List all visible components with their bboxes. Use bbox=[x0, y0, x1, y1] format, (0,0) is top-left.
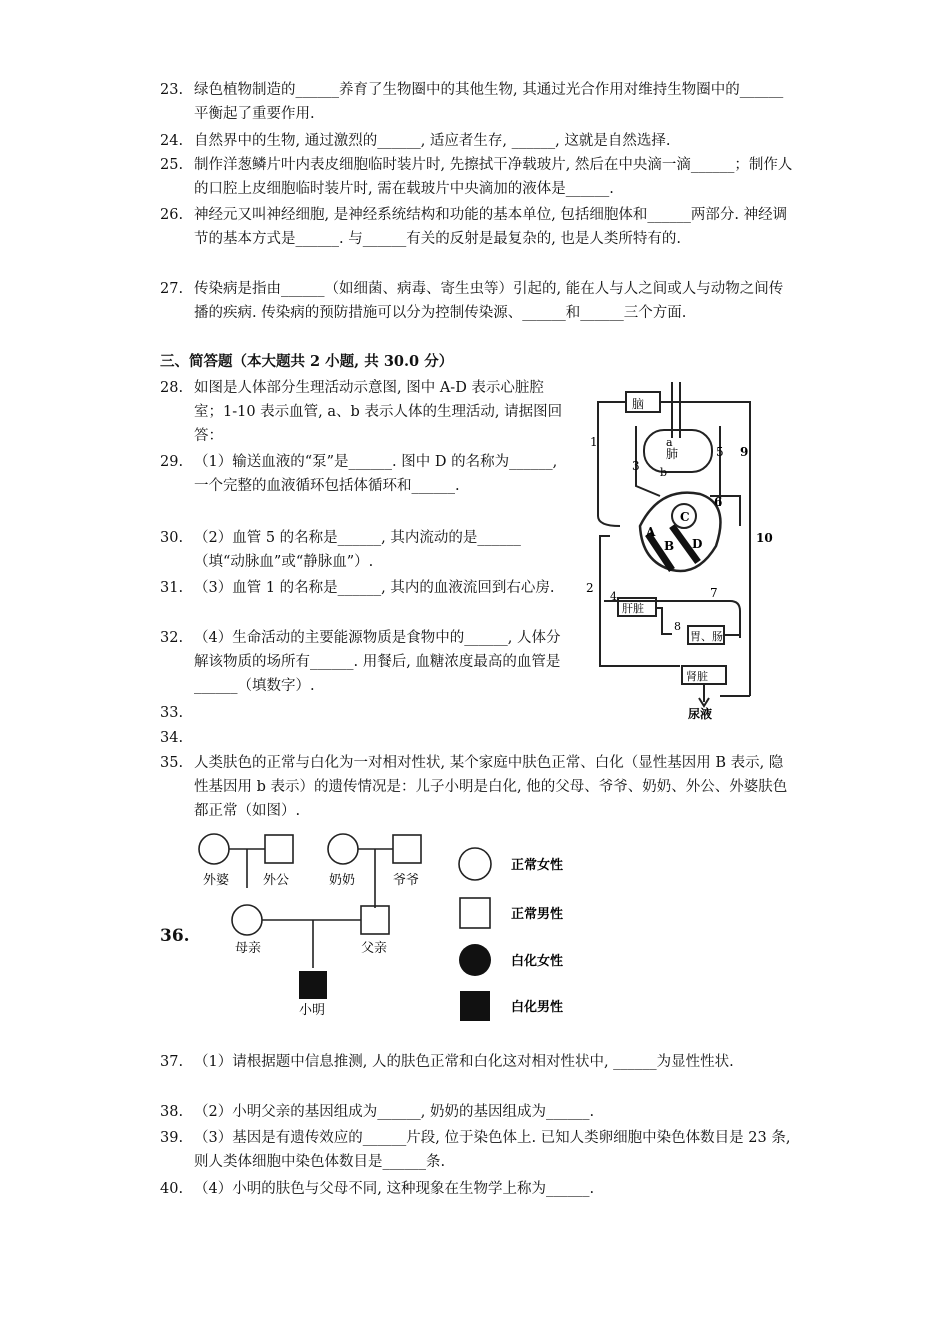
circulation-diagram bbox=[580, 376, 790, 721]
label-chamber-a: A bbox=[646, 525, 656, 539]
legend-normal-female: 正常女性 bbox=[511, 858, 564, 873]
label-vessel-9: 9 bbox=[740, 445, 749, 459]
question-text: 如图是人体部分生理活动示意图, 图中 A-D 表示心脏腔室；1-10 表示血管, a、b 表示人体的生理活动, 请据图回答： bbox=[194, 380, 563, 444]
question-number: 29. bbox=[160, 454, 184, 470]
label-vessel-8: 8 bbox=[674, 620, 681, 633]
legend-normal-female-symbol bbox=[459, 848, 491, 880]
question-number: 40. bbox=[160, 1181, 184, 1197]
question-number: 37. bbox=[160, 1054, 184, 1070]
label-kidney: 肾脏 bbox=[686, 670, 708, 683]
label-activity-b: b bbox=[660, 466, 668, 479]
question-text: （2）小明父亲的基因组成为______, 奶奶的基因组成为______. bbox=[194, 1104, 595, 1120]
label-nainai: 奶奶 bbox=[329, 873, 356, 888]
question-text: 人类肤色的正常与白化为一对相对性状, 某个家庭中肤色正常、白化（显性基因用 B 表示, 隐性基因用 b 表示）的遗传情况是：儿子小明是白化, 他的父母、爷爷、奶奶、外公、外婆肤色都正常（如图）. bbox=[194, 755, 788, 819]
label-waigong: 外公 bbox=[263, 873, 290, 888]
label-vessel-1: 1 bbox=[590, 435, 598, 449]
nainai-symbol bbox=[328, 834, 358, 864]
question-text: （1）请根据题中信息推测, 人的肤色正常和白化这对相对性状中, ______为显性性状. bbox=[194, 1054, 734, 1070]
question-number: 39. bbox=[160, 1130, 184, 1146]
label-chamber-b: B bbox=[664, 539, 675, 553]
question-number: 30. bbox=[160, 530, 184, 546]
label-vessel-3: 3 bbox=[632, 459, 640, 473]
waigong-symbol bbox=[265, 835, 293, 863]
question-text: 神经元又叫神经细胞, 是神经系统结构和功能的基本单位, 包括细胞体和______两部分. 神经调节的基本方式是______. 与______有关的反射是最复杂的, 也是人类所特有的. bbox=[194, 207, 788, 247]
question-number: 28. bbox=[160, 380, 184, 396]
question-text: （4）生命活动的主要能源物质是食物中的______, 人体分解该物质的场所有______. 用餐后, 血糖浓度最高的血管是______（填数字）. bbox=[194, 630, 561, 694]
label-waipo: 外婆 bbox=[203, 873, 230, 888]
section-heading: 三、简答题（本大题共 2 小题, 共 30.0 分） bbox=[160, 353, 454, 370]
question-text: 自然界中的生物, 通过激烈的______, 适应者生存, ______, 这就是自然选择. bbox=[194, 133, 671, 149]
label-brain: 脑 bbox=[632, 397, 645, 411]
label-yeye: 爷爷 bbox=[393, 873, 420, 888]
label-liver: 肝脏 bbox=[622, 602, 644, 615]
question-number: 26. bbox=[160, 207, 184, 223]
label-father: 父亲 bbox=[361, 941, 388, 956]
legend-normal-male: 正常男性 bbox=[511, 907, 564, 922]
question-text: 传染病是指由______（如细菌、病毒、寄生虫等）引起的, 能在人与人之间或人与动物之间传播的疾病. 传染病的预防措施可以分为控制传染源、______和______三个方面. bbox=[194, 281, 784, 321]
legend-albino-female: 白化女性 bbox=[511, 954, 564, 969]
question-text: （1）输送血液的“泵”是______. 图中 D 的名称为______, 一个完整的血液循环包括体循环和______. bbox=[194, 454, 558, 494]
label-son: 小明 bbox=[299, 1003, 326, 1018]
son-symbol bbox=[299, 971, 327, 999]
question-text: 制作洋葱鳞片叶内表皮细胞临时装片时, 先擦拭干净载玻片, 然后在中央滴一滴______；制作人的口腔上皮细胞临时装片时, 需在载玻片中央滴加的液体是______. bbox=[194, 157, 793, 197]
pedigree-diagram bbox=[195, 828, 595, 1028]
vessel-left-upper bbox=[598, 402, 625, 526]
yeye-symbol bbox=[393, 835, 421, 863]
legend-albino-female-symbol bbox=[459, 944, 491, 976]
waipo-symbol bbox=[199, 834, 229, 864]
question-number: 33. bbox=[160, 705, 184, 721]
question-number: 32. bbox=[160, 630, 184, 646]
question-text: （3）基因是有遗传效应的______片段, 位于染色体上. 已知人类卵细胞中染色体数目是 23 条, 则人类体细胞中染色体数目是______条. bbox=[194, 1130, 791, 1170]
question-number: 34. bbox=[160, 730, 184, 746]
label-intestine: 胃、肠 bbox=[690, 630, 723, 643]
label-vessel-6: 6 bbox=[714, 495, 723, 509]
label-lung: 肺 bbox=[666, 447, 679, 461]
question-number: 24. bbox=[160, 133, 184, 149]
father-symbol bbox=[361, 906, 389, 934]
question-text: 绿色植物制造的______养育了生物圈中的其他生物, 其通过光合作用对维持生物圈中的______平衡起了重要作用. bbox=[194, 82, 784, 122]
legend-albino-male: 白化男性 bbox=[511, 1000, 564, 1015]
mother-symbol bbox=[232, 905, 262, 935]
label-chamber-c: C bbox=[680, 510, 690, 524]
legend-normal-male-symbol bbox=[460, 898, 490, 928]
question-text: （2）血管 5 的名称是______, 其内流动的是______（填“动脉血”或“静脉血”）. bbox=[194, 530, 521, 570]
label-vessel-7: 7 bbox=[710, 586, 718, 600]
label-vessel-10: 10 bbox=[756, 531, 773, 545]
label-vessel-2: 2 bbox=[586, 581, 594, 595]
label-vessel-5: 5 bbox=[716, 445, 724, 459]
label-vessel-4: 4 bbox=[610, 590, 617, 603]
label-urine: 尿液 bbox=[688, 707, 713, 721]
label-mother: 母亲 bbox=[235, 941, 262, 956]
question-36-number: 36. bbox=[160, 926, 190, 946]
question-number: 25. bbox=[160, 157, 184, 173]
question-text: （3）血管 1 的名称是______, 其内的血液流回到右心房. bbox=[194, 580, 555, 596]
question-number: 27. bbox=[160, 281, 184, 297]
legend-albino-male-symbol bbox=[460, 991, 490, 1021]
question-number: 23. bbox=[160, 82, 184, 98]
question-number: 31. bbox=[160, 580, 184, 596]
question-text: （4）小明的肤色与父母不同, 这种现象在生物学上称为______. bbox=[194, 1181, 595, 1197]
question-number: 35. bbox=[160, 755, 184, 771]
question-number: 38. bbox=[160, 1104, 184, 1120]
label-activity-a: a bbox=[666, 436, 673, 449]
label-chamber-d: D bbox=[692, 537, 703, 551]
